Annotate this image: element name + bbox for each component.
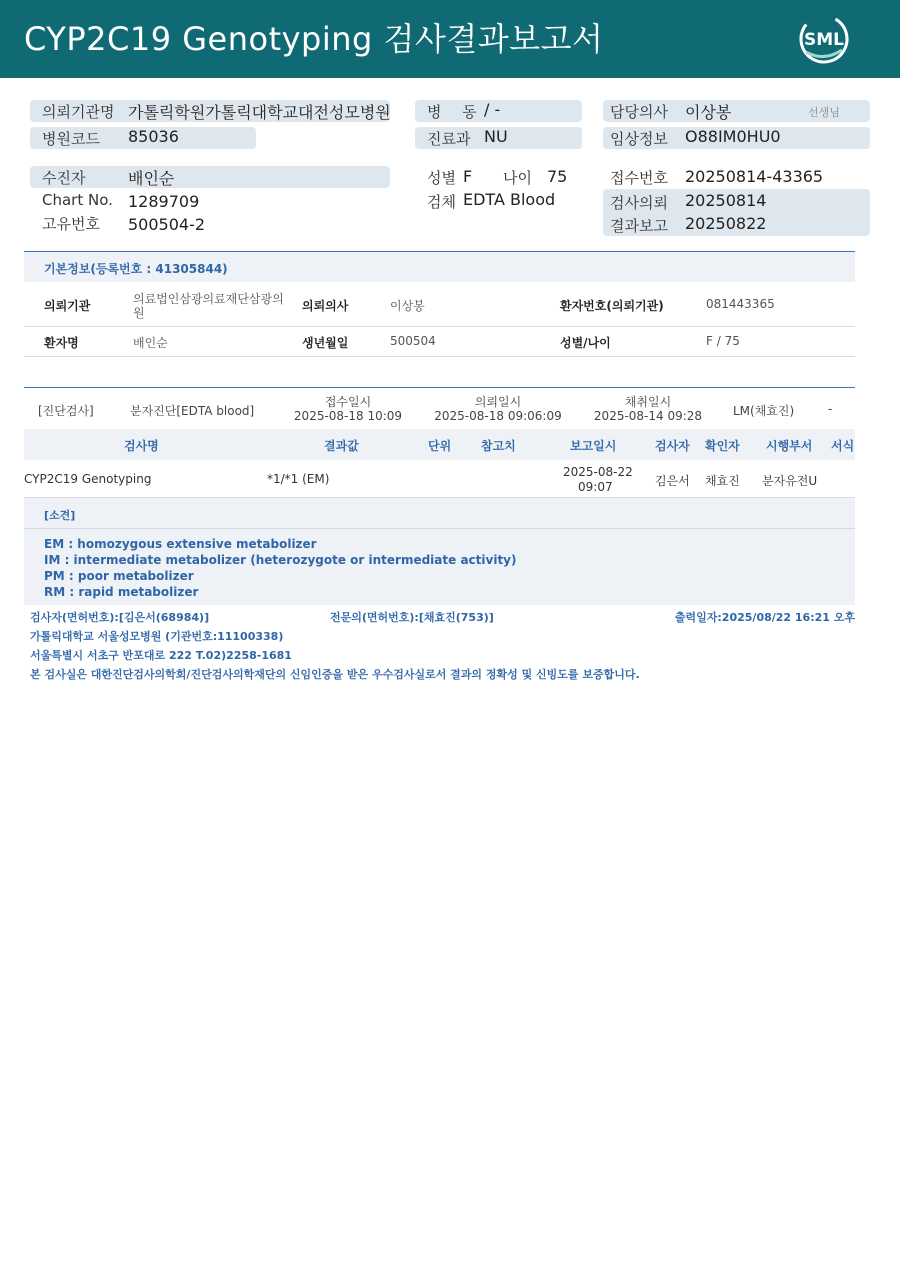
org-value-line1: 의료법인삼광의료재단삼광의	[133, 292, 284, 306]
dob-label: 생년월일	[302, 336, 349, 350]
sml-logo	[796, 12, 852, 66]
collected-value: 2025-08-14 09:28	[593, 409, 703, 423]
dob-value: 500504	[390, 334, 436, 348]
patient-name-label: 환자명	[44, 336, 79, 350]
lm-value: LM(채효진)	[733, 404, 795, 418]
referring-doctor-label: 의뢰의사	[302, 299, 349, 313]
divider	[24, 528, 855, 529]
hospital-address: 서울특별시 서초구 반포대로 222 T.02)2258-1681	[30, 649, 292, 662]
patient-id-value: 081443365	[706, 297, 775, 311]
comment-section	[24, 497, 855, 605]
specimen-value: EDTA Blood	[463, 190, 556, 209]
referring-doctor-value: 이상봉	[390, 299, 425, 313]
doctor-suffix: 선생님	[808, 106, 840, 119]
tester-license: 검사자(면허번호):[김은서(68984)]	[30, 611, 210, 624]
age-label: 나이	[503, 169, 532, 187]
request-label: 검사의뢰	[610, 194, 668, 212]
dept-value: NU	[484, 127, 508, 146]
row-confirmer: 채효진	[705, 474, 740, 488]
row-report-time: 09:07	[578, 480, 613, 494]
patient-id-label: 환자번호(의뢰기관)	[560, 299, 664, 313]
diagnostic-row	[24, 387, 855, 429]
col-result: 결과값	[324, 439, 359, 453]
patient-label: 수진자	[42, 169, 86, 187]
comment-title: [소견]	[44, 509, 76, 522]
divider	[24, 326, 855, 327]
logo-text: SML	[804, 30, 844, 50]
divider	[24, 356, 855, 357]
received-value: 2025-08-18 10:09	[293, 409, 403, 423]
doctor-label: 담당의사	[610, 103, 668, 121]
col-confirmer: 확인자	[705, 439, 740, 453]
row-tester: 김은서	[655, 474, 690, 488]
ward-label: 병 동	[427, 103, 485, 121]
chart-label: Chart No.	[42, 191, 113, 209]
age-value: 75	[547, 167, 568, 186]
specimen-label: 검체	[427, 193, 456, 211]
clinical-label: 임상정보	[610, 130, 668, 148]
basic-info-title: 기본정보(등록번호 : 41305844)	[44, 262, 228, 276]
report-label: 결과보고	[610, 217, 668, 235]
report-title: CYP2C19 Genotyping 검사결과보고서	[24, 20, 604, 58]
requested-label: 의뢰일시	[474, 395, 522, 409]
doctor-value: 이상봉	[685, 103, 732, 122]
ward-value: / -	[484, 100, 501, 119]
hospital-code-label: 병원코드	[42, 130, 100, 148]
requested-value: 2025-08-18 09:06:09	[434, 409, 562, 423]
org-value-line2: 원	[133, 306, 145, 320]
hospital-code-value: 85036	[128, 127, 179, 146]
clinical-value: O88IM0HU0	[685, 127, 781, 146]
comment-line-rm: RM : rapid metabolizer	[44, 585, 199, 599]
comment-line-pm: PM : poor metabolizer	[44, 569, 194, 583]
row-test-name: CYP2C19 Genotyping	[24, 472, 152, 486]
referral-org-label: 의뢰기관명	[42, 103, 115, 121]
col-dept: 시행부서	[766, 439, 813, 453]
hospital-info: 가톨릭대학교 서울성모병원 (기관번호:11100338)	[30, 630, 284, 643]
specialist-license: 전문의(면허번호):[채효진(753)]	[330, 611, 494, 624]
row-report-date: 2025-08-22	[563, 465, 633, 479]
col-unit: 단위	[428, 439, 452, 453]
results-table-header	[24, 429, 855, 460]
col-form: 서식	[831, 439, 855, 453]
col-report-date: 보고일시	[570, 439, 617, 453]
col-test-name: 검사명	[124, 439, 159, 453]
sex-age-label: 성별/나이	[560, 336, 611, 350]
diag-category: [진단검사]	[38, 404, 94, 418]
report-header	[0, 0, 900, 78]
report-value: 20250822	[685, 214, 767, 233]
reception-label: 접수번호	[610, 169, 668, 187]
collected-label: 채취일시	[624, 395, 672, 409]
comment-line-im: IM : intermediate metabolizer (heterozygote or intermediate activity)	[44, 553, 517, 567]
referral-org-value: 가톨릭학원가톨릭대학교대전성모병원	[128, 103, 391, 122]
certification-note: 본 검사실은 대한진단검사의학회/진단검사의학재단의 신임인증을 받은 우수검사실로서 결과의 정확성 및 신빙도를 보증합니다.	[30, 668, 640, 681]
dept-label: 진료과	[427, 130, 471, 148]
col-reference: 참고치	[481, 439, 516, 453]
unique-value: 500504-2	[128, 215, 206, 234]
basic-info-header	[24, 251, 855, 282]
row-result: *1/*1 (EM)	[267, 472, 330, 486]
dash-value: -	[828, 402, 833, 416]
patient-name-value: 배인순	[133, 336, 168, 350]
received-label: 접수일시	[324, 395, 372, 409]
row-dept: 분자유전U	[762, 474, 818, 488]
sex-age-value: F / 75	[706, 334, 740, 348]
unique-label: 고유번호	[42, 215, 100, 233]
request-value: 20250814	[685, 191, 767, 210]
patient-value: 배인순	[128, 169, 175, 188]
comment-line-em: EM : homozygous extensive metabolizer	[44, 537, 317, 551]
sex-value: F	[463, 167, 473, 186]
reception-value: 20250814-43365	[685, 167, 824, 186]
chart-value: 1289709	[128, 192, 200, 211]
diag-type: 분자진단[EDTA blood]	[130, 404, 255, 418]
org-label: 의뢰기관	[44, 299, 91, 313]
print-date: 출력일자:2025/08/22 16:21 오후	[674, 611, 855, 624]
sex-label: 성별	[427, 169, 456, 187]
col-tester: 검사자	[655, 439, 690, 453]
